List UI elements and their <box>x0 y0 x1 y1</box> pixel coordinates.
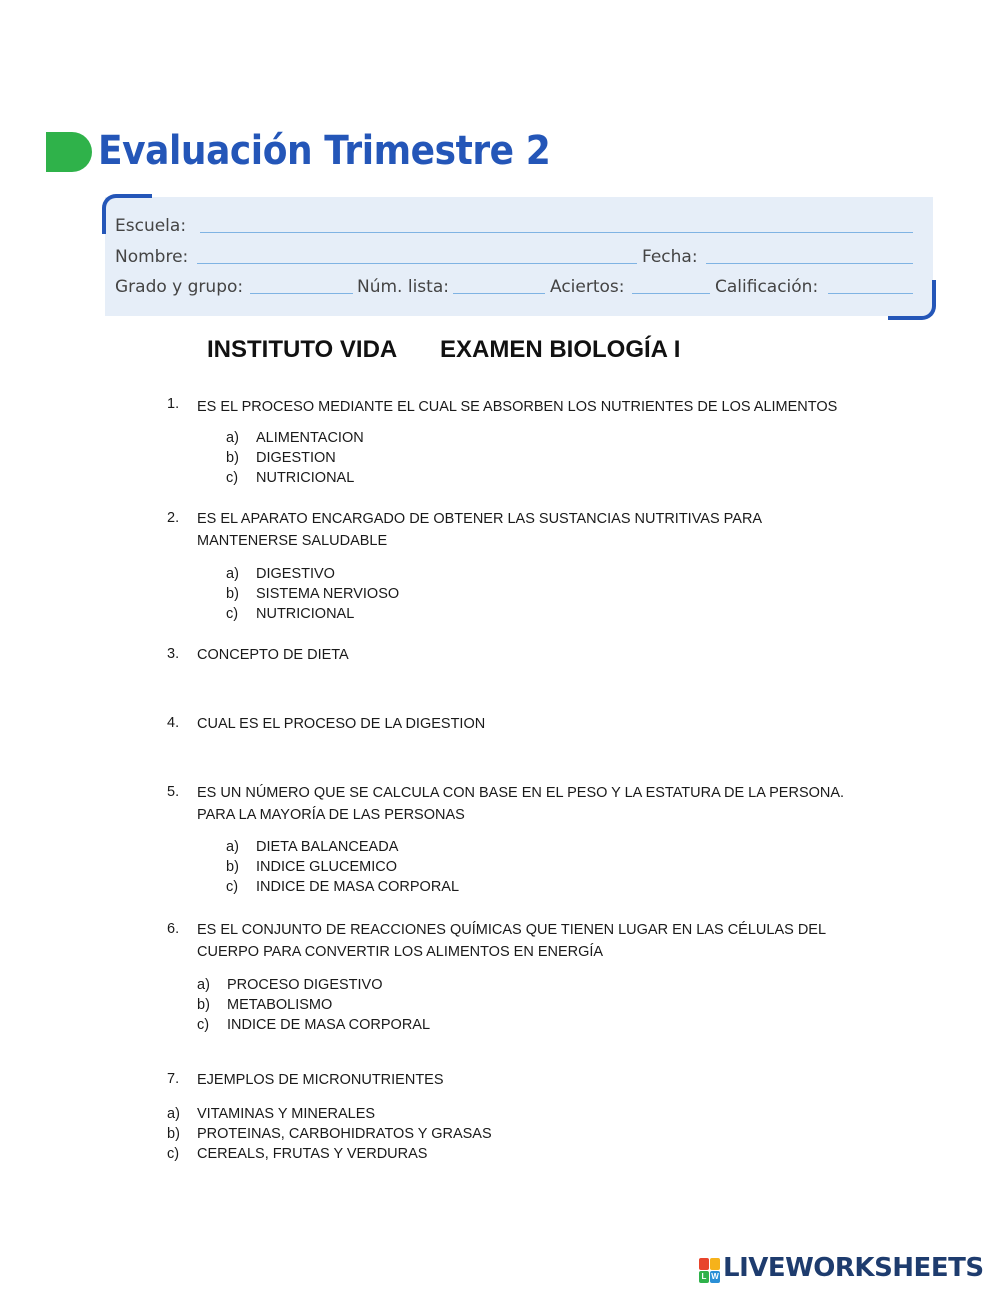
bracket-bottom-right <box>888 280 936 320</box>
option-letter: b) <box>226 450 239 466</box>
question-number: 7. <box>167 1071 180 1087</box>
option-letter: b) <box>226 859 239 875</box>
grade-group-label: Grado y grupo: <box>115 277 244 297</box>
list-number-field[interactable] <box>453 293 545 294</box>
option-alimentacion[interactable]: ALIMENTACION <box>256 430 364 446</box>
logo-block-w: W <box>711 1272 719 1281</box>
school-field[interactable] <box>200 232 913 233</box>
question-text: CONCEPTO DE DIETA <box>197 647 349 663</box>
school-label: Escuela: <box>115 216 187 236</box>
option-letter: c) <box>226 470 239 486</box>
option-letter: a) <box>226 839 239 855</box>
option-dieta-balanceada[interactable]: DIETA BALANCEADA <box>256 839 399 855</box>
option-proceso-digestivo[interactable]: PROCESO DIGESTIVO <box>227 977 383 993</box>
option-letter: a) <box>167 1106 180 1122</box>
question-number: 2. <box>167 510 180 526</box>
question-number: 5. <box>167 784 180 800</box>
student-info-box <box>105 197 933 316</box>
question-text: ES UN NÚMERO QUE SE CALCULA CON BASE EN EL PESO Y LA ESTATURA DE LA PERSONA. PARA LA MAYORÍA DE LAS PERSONAS <box>197 785 845 823</box>
option-letter: b) <box>226 586 239 602</box>
option-letter: c) <box>197 1017 210 1033</box>
option-nutricional[interactable]: NUTRICIONAL <box>256 606 355 622</box>
bracket-top-left <box>102 194 152 234</box>
question-number: 4. <box>167 715 180 731</box>
option-sistema-nervioso[interactable]: SISTEMA NERVIOSO <box>256 586 400 602</box>
option-letter: a) <box>197 977 210 993</box>
option-letter: b) <box>197 997 210 1013</box>
exam-school: INSTITUTO VIDA <box>207 336 398 363</box>
option-indice-masa-corporal[interactable]: INDICE DE MASA CORPORAL <box>256 879 460 895</box>
option-indice-glucemico[interactable]: INDICE GLUCEMICO <box>256 859 397 875</box>
name-field[interactable] <box>197 263 637 264</box>
question-number: 3. <box>167 646 180 662</box>
option-proteinas-carbohidratos[interactable]: PROTEINAS, CARBOHIDRATOS Y GRASAS <box>197 1126 492 1142</box>
option-letter: c) <box>226 879 239 895</box>
page-title: Evaluación Trimestre 2 <box>98 128 551 174</box>
option-letter: a) <box>226 566 239 582</box>
question-text: ES EL APARATO ENCARGADO DE OBTENER LAS SUSTANCIAS NUTRITIVAS PARA MANTENERSE SALUDABLE <box>197 511 762 549</box>
list-number-label: Núm. lista: <box>357 277 449 297</box>
option-metabolismo[interactable]: METABOLISMO <box>227 997 333 1013</box>
option-nutricional[interactable]: NUTRICIONAL <box>256 470 355 486</box>
liveworksheets-logo-icon <box>699 1258 721 1284</box>
question-text: EJEMPLOS DE MICRONUTRIENTES <box>197 1072 444 1088</box>
option-digestivo[interactable]: DIGESTIVO <box>256 566 335 582</box>
option-digestion[interactable]: DIGESTION <box>256 450 336 466</box>
liveworksheets-logo-text: LIVEWORKSHEETS <box>723 1253 984 1283</box>
date-field[interactable] <box>706 263 913 264</box>
question-number: 1. <box>167 396 180 412</box>
question-number: 6. <box>167 921 180 937</box>
hits-field[interactable] <box>632 293 710 294</box>
option-letter: b) <box>167 1126 180 1142</box>
option-indice-masa-corporal[interactable]: INDICE DE MASA CORPORAL <box>227 1017 431 1033</box>
question-text: CUAL ES EL PROCESO DE LA DIGESTION <box>197 716 486 732</box>
option-letter: c) <box>167 1146 180 1162</box>
grade-label: Calificación: <box>715 277 819 297</box>
option-letter: a) <box>226 430 239 446</box>
hits-label: Aciertos: <box>550 277 625 297</box>
option-cereals-frutas[interactable]: CEREALS, FRUTAS Y VERDURAS <box>197 1146 428 1162</box>
exam-subject: EXAMEN BIOLOGÍA I <box>440 336 681 363</box>
question-text: ES EL PROCESO MEDIANTE EL CUAL SE ABSORBEN LOS NUTRIENTES DE LOS ALIMENTOS <box>197 399 838 415</box>
name-label: Nombre: <box>115 247 189 267</box>
question-text: ES EL CONJUNTO DE REACCIONES QUÍMICAS QUE TIENEN LUGAR EN LAS CÉLULAS DEL CUERPO PARA CONVERTIR LOS ALIMENTOS EN ENERGÍA <box>197 922 826 960</box>
option-vitaminas-minerales[interactable]: VITAMINAS Y MINERALES <box>197 1106 376 1122</box>
logo-block-l: L <box>699 1271 709 1283</box>
date-label: Fecha: <box>642 247 698 267</box>
grade-group-field[interactable] <box>250 293 353 294</box>
header-accent-tab <box>46 132 92 172</box>
option-letter: c) <box>226 606 239 622</box>
